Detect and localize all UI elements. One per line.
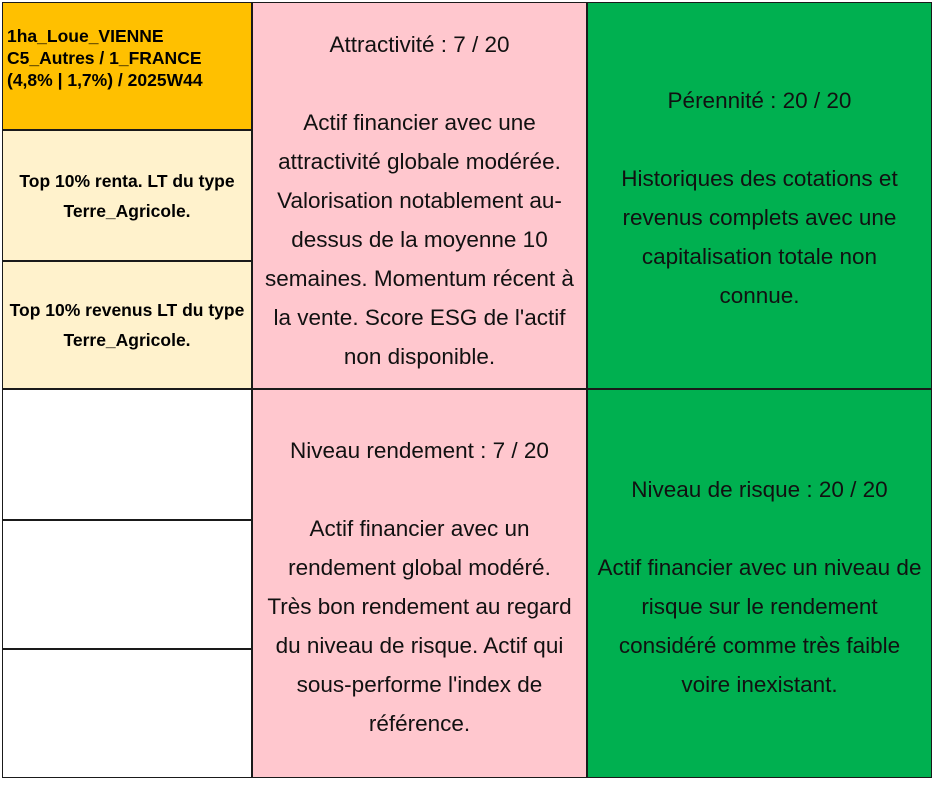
attractivite-line: Actif financier avec une: [303, 110, 536, 135]
risque-line: voire inexistant.: [681, 672, 838, 697]
perennite-cell: [587, 2, 932, 389]
badge-rentabilite-line2: Terre_Agricole.: [63, 200, 191, 221]
badge-rentabilite-line1: Top 10% renta. LT du type: [19, 170, 235, 191]
badge-rentabilite-cell: [2, 130, 252, 261]
attractivite-line: dessus de la moyenne 10: [291, 227, 548, 252]
attractivite-line: la vente. Score ESG de l'actif: [273, 305, 566, 330]
asset-category: C5_Autres / 1_FRANCE: [7, 48, 202, 68]
attractivite-line: semaines. Momentum récent à: [265, 266, 574, 291]
asset-header-cell: [2, 2, 252, 130]
attractivite-line: attractivité globale modérée.: [278, 149, 561, 174]
empty-cell-3: [2, 649, 252, 778]
attractivite-line: non disponible.: [343, 344, 496, 369]
risque-line: Actif financier avec un niveau de: [597, 555, 922, 580]
risque-line: considéré comme très faible: [618, 633, 901, 658]
rendement-line: Actif financier avec un: [309, 516, 530, 541]
badge-revenus-cell: [2, 261, 252, 389]
perennite-line: capitalisation totale non: [641, 244, 878, 269]
rendement-line: référence.: [368, 711, 471, 736]
rendement-line: rendement global modéré.: [288, 555, 551, 580]
risque-cell: [587, 389, 932, 778]
rendement-line: du niveau de risque. Actif qui: [275, 633, 564, 658]
badge-revenus-line1: Top 10% revenus LT du type: [9, 300, 245, 320]
perennite-line: Historiques des cotations et: [621, 166, 898, 191]
perennite-line: revenus complets avec une: [622, 205, 897, 230]
empty-cell-2: [2, 520, 252, 649]
risque-line: risque sur le rendement: [641, 594, 878, 619]
attractivite-line: Valorisation notablement au-: [277, 188, 562, 213]
risque-title: Niveau de risque : 20 / 20: [631, 477, 888, 502]
attractivite-title: Attractivité : 7 / 20: [329, 32, 510, 57]
badge-revenus-line2: Terre_Agricole.: [63, 330, 191, 350]
rendement-title: Niveau rendement : 7 / 20: [290, 438, 549, 463]
rendement-cell: [252, 389, 587, 778]
attractivite-cell: [252, 2, 587, 389]
rendement-line: Très bon rendement au regard: [267, 594, 572, 619]
asset-name: 1ha_Loue_VIENNE: [7, 26, 164, 46]
empty-cell-1: [2, 389, 252, 520]
asset-returns-period: (4,8% | 1,7%) / 2025W44: [7, 70, 203, 90]
rendement-line: sous-performe l'index de: [296, 672, 543, 697]
perennite-line: connue.: [719, 283, 800, 308]
perennite-title: Pérennité : 20 / 20: [667, 88, 852, 113]
